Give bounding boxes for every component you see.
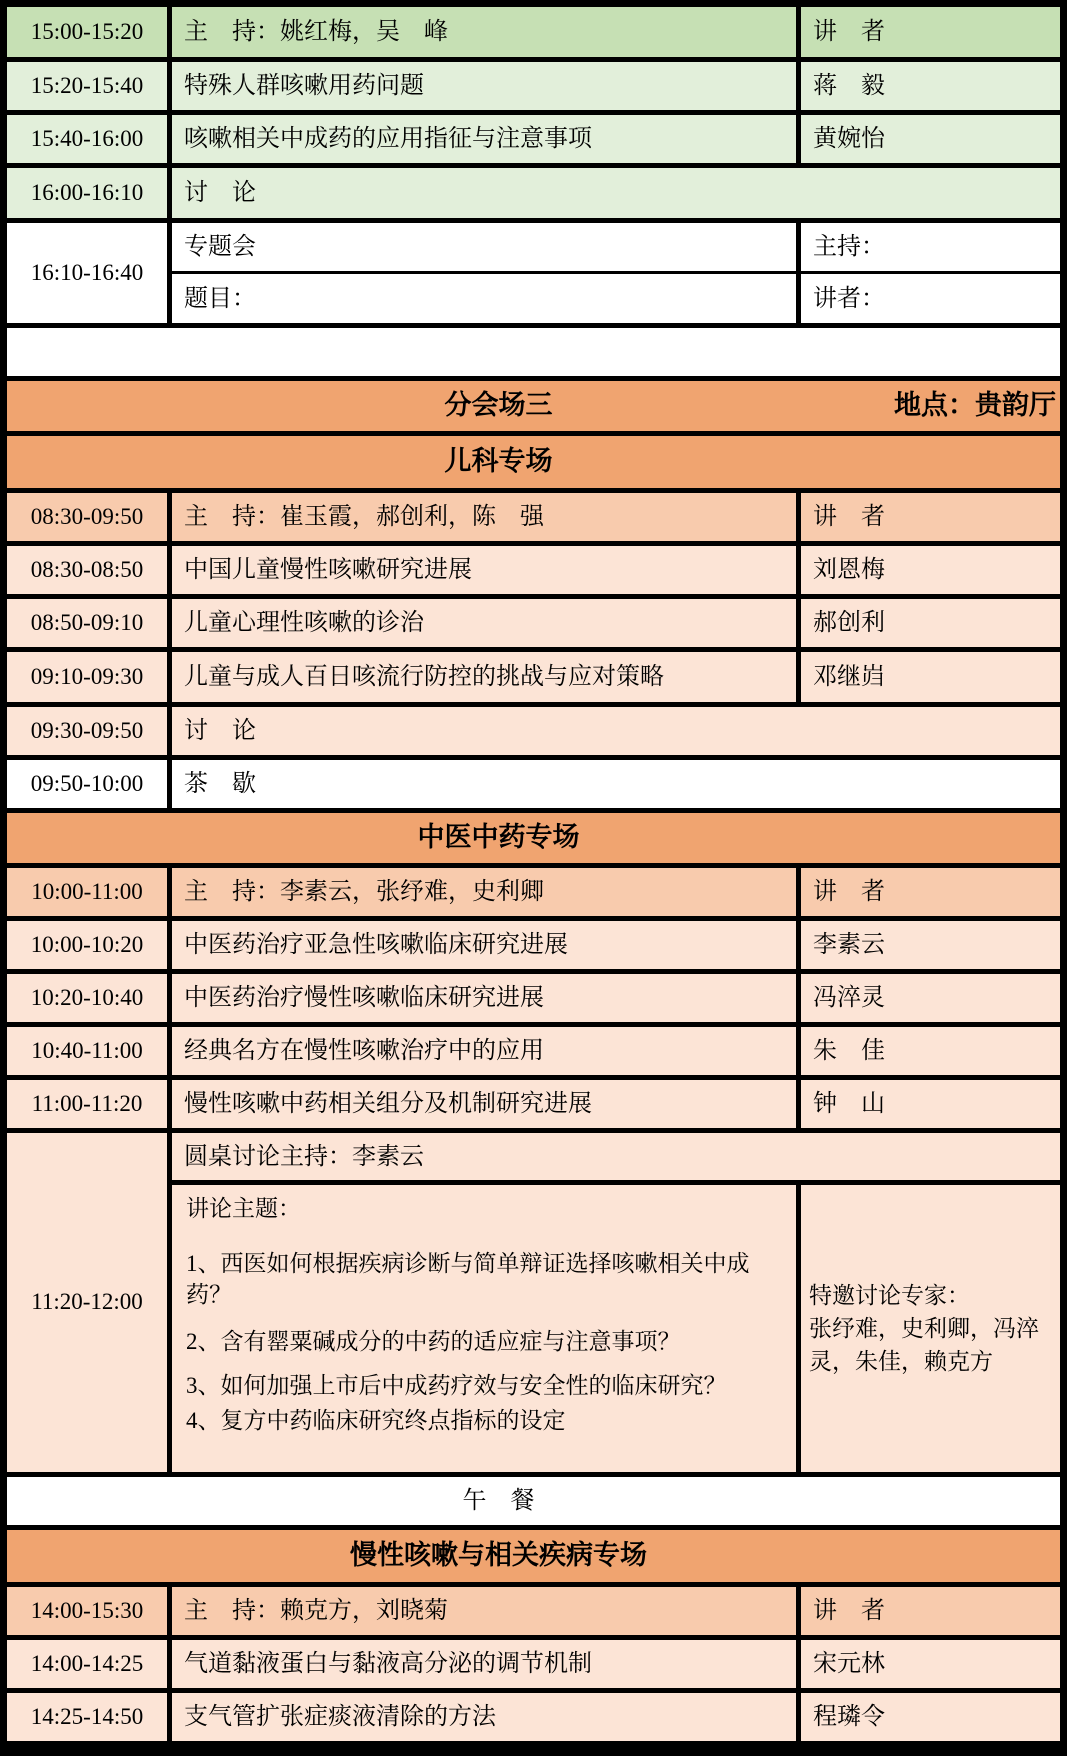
meal-row [7, 1477, 1060, 1525]
session-title-cell [172, 707, 1060, 755]
symposium-side-cell-label: 讲者： [813, 285, 885, 312]
time-cell-label: 10:00-11:00 [31, 878, 143, 904]
speaker-cell [801, 1587, 1060, 1635]
speaker-cell-label: 李素云 [813, 932, 885, 958]
section-banner-title: 中医中药专场 [417, 822, 580, 853]
time-cell [7, 707, 167, 755]
session-title-cell [172, 1027, 796, 1075]
venue-banner [7, 381, 1060, 431]
table-row [7, 1587, 1060, 1635]
time-cell-label: 09:10-09:30 [30, 663, 144, 689]
venue-title: 分会场三 [444, 390, 553, 421]
table-row [7, 115, 1060, 163]
section-banner [7, 813, 1060, 863]
session-title-cell-label: 中医药治疗慢性咳嗽临床研究进展 [184, 985, 544, 1011]
table-row [7, 1477, 1060, 1525]
roundtable-header-label: 圆桌讨论主持：李素云 [184, 1143, 424, 1170]
table-row [7, 599, 1060, 647]
table-row [7, 1027, 1060, 1075]
speaker-cell [801, 868, 1060, 916]
session-title-cell-label: 主 持：赖克方，刘晓菊 [184, 1598, 448, 1624]
speaker-cell-label: 刘恩梅 [813, 557, 885, 583]
section-banner [7, 1530, 1060, 1582]
speaker-cell-label: 讲 者 [813, 1598, 885, 1624]
time-cell [7, 868, 167, 916]
table-row [7, 707, 1060, 755]
symposium-side-cell-label: 主持： [813, 234, 885, 260]
symposium-side-cell [801, 223, 1060, 271]
table-row [7, 223, 1060, 323]
symposium-subrow [172, 223, 1060, 271]
session-title-cell-label: 儿童与成人百日咳流行防控的挑战与应对策略 [184, 664, 664, 690]
time-cell [7, 974, 167, 1022]
time-cell-label: 15:00-15:20 [30, 18, 144, 44]
table-row [7, 652, 1060, 702]
speaker-cell [801, 115, 1060, 163]
discussion-topic: 1、西医如何根据疾病诊断与简单辩证选择咳嗽相关中成药？ [186, 1251, 750, 1307]
session-title-cell [172, 974, 796, 1022]
session-title-cell-label: 气道黏液蛋白与黏液高分泌的调节机制 [184, 1651, 592, 1677]
section-banner-row [7, 813, 1060, 863]
symposium-title-cell [172, 223, 796, 271]
table-row [7, 1640, 1060, 1688]
table-row [7, 168, 1060, 218]
session-title-cell [172, 168, 1060, 218]
time-cell-label: 16:00-16:10 [30, 179, 144, 205]
time-cell [7, 546, 167, 594]
session-title-cell [172, 546, 796, 594]
table-row [7, 1693, 1060, 1741]
time-cell [7, 1080, 167, 1128]
session-title-cell-label: 讨 论 [184, 180, 256, 206]
discussion-topic: 2、含有罂粟碱成分的中药的适应症与注意事项？ [186, 1329, 681, 1354]
table-row [7, 760, 1060, 808]
time-cell [7, 1693, 167, 1741]
time-cell-label: 15:20-15:40 [30, 72, 144, 98]
session-title-cell [172, 62, 796, 110]
time-cell [7, 223, 167, 323]
table-row [7, 1133, 1060, 1472]
table-row [7, 868, 1060, 916]
speaker-cell [801, 1027, 1060, 1075]
time-cell-label: 14:00-14:25 [30, 1650, 144, 1676]
time-cell [7, 7, 167, 57]
speaker-cell-label: 讲 者 [813, 504, 885, 530]
session-title-cell-label: 主 持：姚红梅，吴 峰 [184, 19, 448, 45]
speaker-cell [801, 546, 1060, 594]
session-title-cell [172, 760, 1060, 808]
session-title-cell [172, 7, 796, 57]
time-cell [7, 1587, 167, 1635]
table-row [7, 328, 1060, 376]
symposium-side-cell [801, 274, 1060, 323]
table-row [7, 546, 1060, 594]
speaker-cell [801, 1080, 1060, 1128]
speaker-cell-label: 讲 者 [813, 19, 885, 45]
speaker-cell-label: 冯淬灵 [813, 985, 885, 1011]
time-cell-label: 16:10-16:40 [30, 259, 144, 285]
discussion-topics [172, 1185, 796, 1472]
speaker-cell [801, 974, 1060, 1022]
session-title-cell-label: 主 持：崔玉霞，郝创利，陈 强 [184, 504, 544, 530]
time-cell [7, 115, 167, 163]
session-title-cell-label: 主 持：李素云，张纾难，史利卿 [184, 879, 544, 905]
time-cell-label: 09:50-10:00 [30, 770, 144, 796]
session-title-cell-label: 支气管扩张症痰液清除的方法 [184, 1704, 496, 1730]
time-cell-label: 14:25-14:50 [30, 1703, 144, 1729]
symposium-title-cell [172, 274, 796, 323]
venue-banner-row [7, 381, 1060, 431]
session-title-cell-label: 中国儿童慢性咳嗽研究进展 [184, 557, 472, 583]
speaker-cell-label: 程璘令 [813, 1704, 885, 1730]
time-cell-label: 10:00-10:20 [30, 931, 144, 957]
section-banner-title: 慢性咳嗽与相关疾病专场 [350, 1540, 647, 1571]
session-title-cell [172, 868, 796, 916]
table-row [7, 493, 1060, 541]
speaker-cell-label: 钟 山 [813, 1091, 885, 1117]
time-cell-label: 10:20-10:40 [30, 984, 144, 1010]
roundtable-block [172, 1133, 1060, 1472]
time-cell [7, 1640, 167, 1688]
session-title-cell-label: 咳嗽相关中成药的应用指征与注意事项 [184, 126, 592, 152]
meal-label: 午 餐 [462, 1488, 535, 1514]
symposium-title-cell-label: 题目： [184, 285, 256, 312]
section-banner-title: 儿科专场 [444, 446, 553, 477]
session-title-cell-label: 经典名方在慢性咳嗽治疗中的应用 [184, 1038, 544, 1064]
speaker-cell-label: 蒋 毅 [813, 73, 885, 99]
time-cell [7, 760, 167, 808]
session-title-cell [172, 652, 796, 702]
time-cell-label: 15:40-16:00 [30, 125, 144, 151]
time-cell-label: 08:30-09:50 [30, 503, 144, 529]
table-row [7, 974, 1060, 1022]
speaker-cell [801, 493, 1060, 541]
time-cell-label: 10:40-11:00 [31, 1037, 143, 1063]
speaker-cell-label: 邓继岿 [813, 664, 885, 690]
time-cell [7, 652, 167, 702]
time-cell-label: 11:20-12:00 [31, 1289, 143, 1315]
invited-experts-names: 张纾难，史利卿，冯淬灵，朱佳，赖克方 [809, 1316, 1039, 1374]
time-cell-label: 11:00-11:20 [31, 1090, 143, 1116]
speaker-cell-label: 黄婉怡 [813, 126, 885, 152]
discussion-topic: 3、如何加强上市后中成药疗效与安全性的临床研究？ [186, 1373, 727, 1398]
session-title-cell-label: 讨 论 [184, 718, 256, 744]
roundtable-header [172, 1133, 1060, 1180]
speaker-cell-label: 郝创利 [813, 610, 885, 636]
symposium-block [172, 223, 1060, 323]
table-row [7, 921, 1060, 969]
speaker-cell [801, 921, 1060, 969]
time-cell [7, 599, 167, 647]
session-title-cell-label: 儿童心理性咳嗽的诊治 [184, 610, 424, 636]
time-cell [7, 921, 167, 969]
time-cell-label: 14:00-15:30 [30, 1597, 144, 1623]
speaker-cell [801, 599, 1060, 647]
table-row [7, 1080, 1060, 1128]
section-banner [7, 436, 1060, 488]
session-title-cell [172, 115, 796, 163]
session-title-cell-label: 特殊人群咳嗽用药问题 [184, 73, 424, 99]
time-cell [7, 1133, 167, 1472]
speaker-cell [801, 652, 1060, 702]
roundtable-body [172, 1185, 1060, 1472]
speaker-cell [801, 1640, 1060, 1688]
speaker-cell-label: 讲 者 [813, 879, 885, 905]
time-cell [7, 1027, 167, 1075]
venue-location: 地点：贵韵厅 [894, 390, 1056, 421]
session-title-cell [172, 493, 796, 541]
speaker-cell [801, 62, 1060, 110]
session-title-cell [172, 921, 796, 969]
discussion-topics-label: 讲论主题： [186, 1196, 301, 1221]
section-banner-row [7, 436, 1060, 488]
session-title-cell [172, 1587, 796, 1635]
time-cell [7, 168, 167, 218]
speaker-cell-label: 朱 佳 [813, 1038, 885, 1064]
session-title-cell-label: 中医药治疗亚急性咳嗽临床研究进展 [184, 932, 568, 958]
session-title-cell [172, 1693, 796, 1741]
time-cell-label: 09:30-09:50 [30, 717, 144, 743]
invited-experts [801, 1185, 1060, 1472]
time-cell-label: 08:50-09:10 [30, 609, 144, 635]
speaker-cell-label: 宋元林 [813, 1651, 885, 1677]
time-cell-label: 08:30-08:50 [30, 556, 144, 582]
time-cell [7, 493, 167, 541]
session-title-cell [172, 599, 796, 647]
speaker-cell [801, 1693, 1060, 1741]
speaker-cell [801, 7, 1060, 57]
session-title-cell [172, 1080, 796, 1128]
session-title-cell-label: 慢性咳嗽中药相关组分及机制研究进展 [184, 1091, 592, 1117]
time-cell [7, 62, 167, 110]
session-title-cell [172, 1640, 796, 1688]
table-row [7, 62, 1060, 110]
table-row [7, 7, 1060, 57]
session-title-cell-label: 茶 歇 [184, 771, 256, 797]
section-banner-row [7, 1530, 1060, 1582]
empty-row [7, 328, 1060, 376]
symposium-title-cell-label: 专题会 [184, 234, 256, 260]
discussion-topic: 4、复方中药临床研究终点指标的设定 [186, 1408, 566, 1433]
symposium-subrow [172, 274, 1060, 323]
invited-experts-label: 特邀讨论专家： [809, 1283, 970, 1308]
